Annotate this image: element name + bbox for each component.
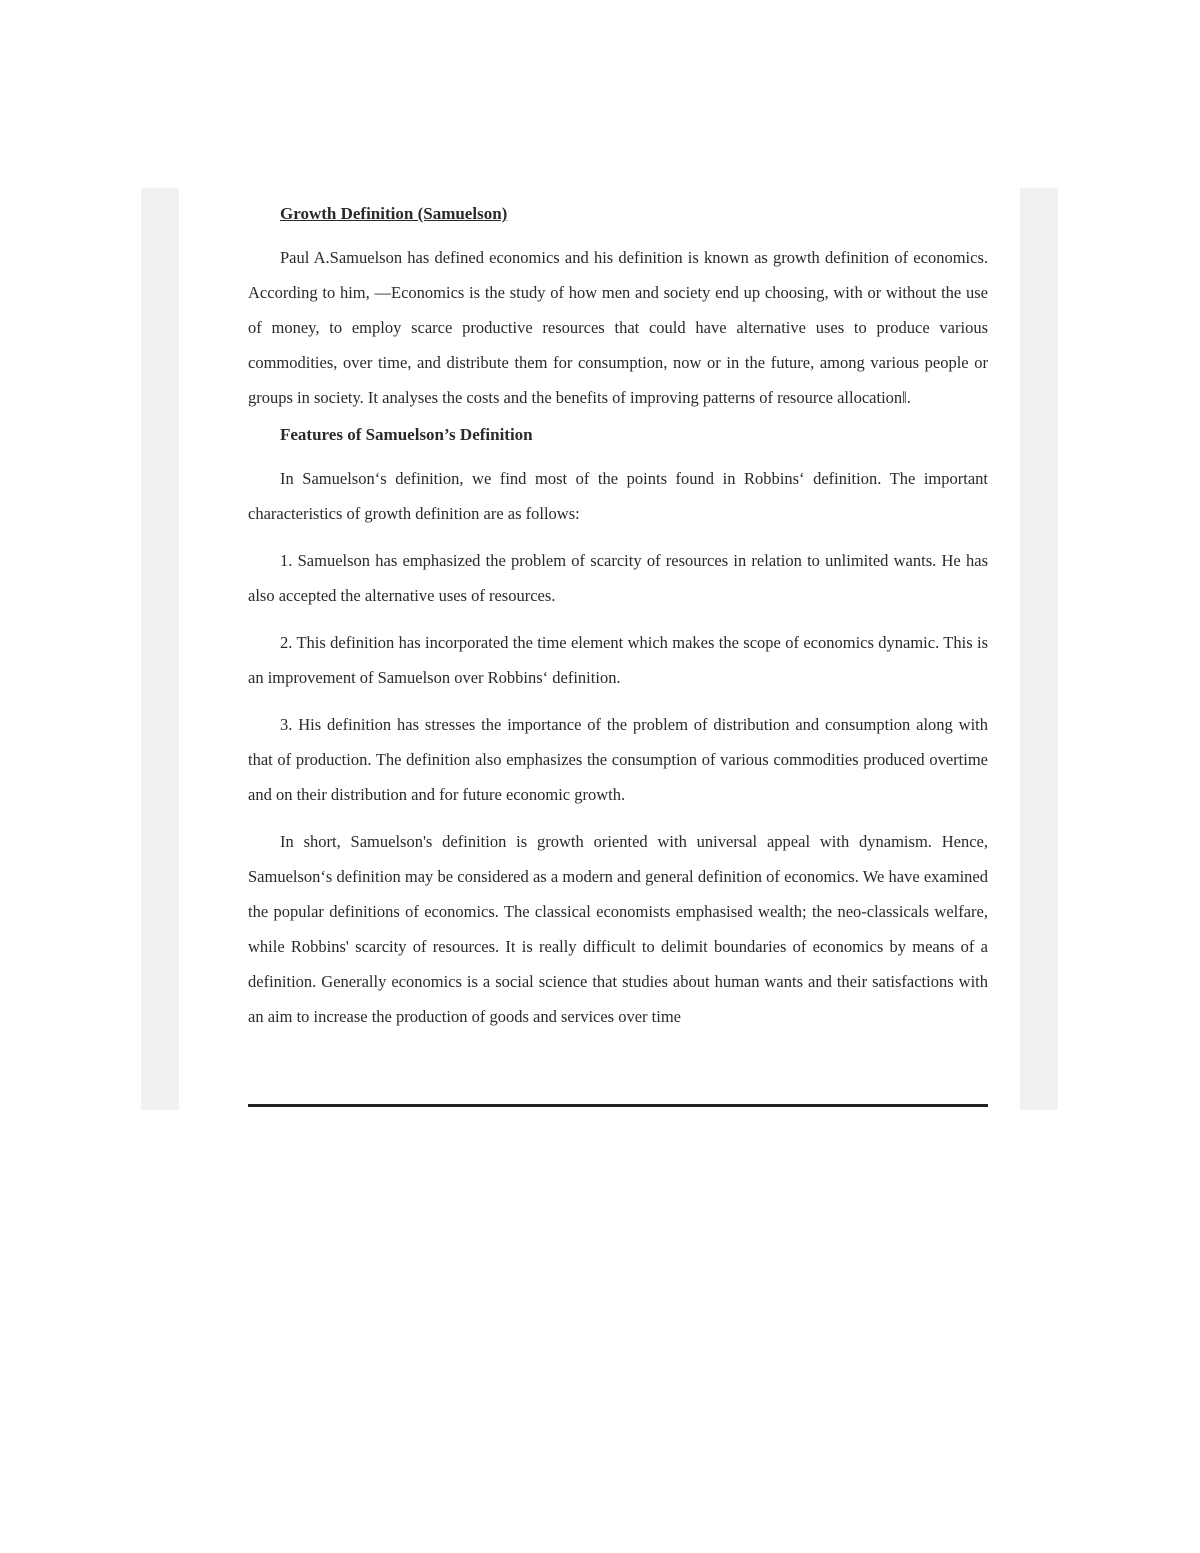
feature-point-2: 2. This definition has incorporated the time element which makes the scope of economics dynamic. This is an improvement of Samuelson over Robbins‘ definition. xyxy=(248,633,988,687)
document-page xyxy=(248,200,988,1040)
right-margin-strip xyxy=(1020,188,1058,1110)
growth-definition-paragraph: Paul A.Samuelson has defined economics and his definition is known as growth definition of economics. According to him, —Economics is the study of how men and society end up choosing, with or without the use of money, to employ scarce productive resources that could have alternative uses to produce various commodities, over time, and distribute them for consumption, now or in the future, among various people or groups in society. It analyses the costs and the benefits of improving patterns of resource allocation‖. xyxy=(248,248,988,407)
feature-point-3: 3. His definition has stresses the importance of the problem of distribution and consumption along with that of production. The definition also emphasizes the consumption of various commodities produced overtime and on their distribution and for future economic growth. xyxy=(248,715,988,804)
conclusion-paragraph: In short, Samuelson's definition is growth oriented with universal appeal with dynamism. Hence, Samuelson‘s definition may be considered as a modern and general definition of economics. We have examined the popular definitions of economics. The classical economists emphasised wealth; the neo-classicals welfare, while Robbins' scarcity of resources. It is really difficult to delimit boundaries of economics by means of a definition. Generally economics is a social science that studies about human wants and their satisfactions with an aim to increase the production of goods and services over time xyxy=(248,832,988,1026)
feature-point-1: 1. Samuelson has emphasized the problem of scarcity of resources in relation to unlimited wants. He has also accepted the alternative uses of resources. xyxy=(248,551,988,605)
growth-definition-heading: Growth Definition (Samuelson) xyxy=(280,204,508,223)
left-margin-strip xyxy=(141,188,179,1110)
features-intro-paragraph: In Samuelson‘s definition, we find most of the points found in Robbins‘ definition. The important characteristics of growth definition are as follows: xyxy=(248,469,988,523)
bottom-rule xyxy=(248,1104,988,1107)
features-heading: Features of Samuelson’s Definition xyxy=(280,425,533,444)
